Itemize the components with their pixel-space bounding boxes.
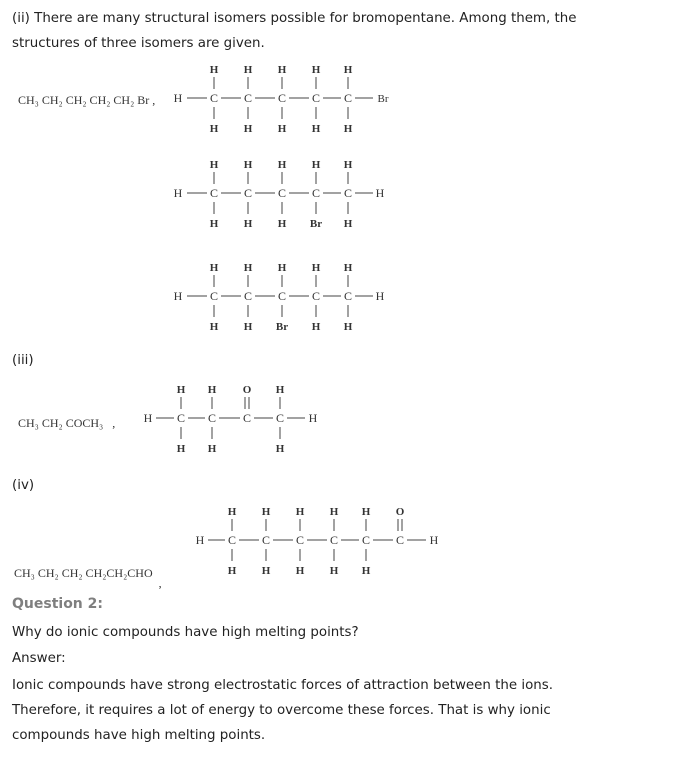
atom-h: H (311, 123, 321, 135)
atom-h: H (227, 506, 237, 518)
atom-c: C (329, 533, 339, 547)
atom-h: H (243, 64, 253, 76)
atom-c: C (209, 91, 219, 105)
atom-h: H (243, 262, 253, 274)
atom-c: C (343, 289, 353, 303)
atom-h: H (311, 321, 321, 333)
atom-br: Br (309, 218, 323, 230)
atom-h: H (361, 506, 371, 518)
atom-h: H (361, 565, 371, 577)
atom-h: H (227, 565, 237, 577)
atom-c: C (277, 91, 287, 105)
atom-h: H (275, 443, 285, 455)
atom-h: H (295, 506, 305, 518)
atom-c: C (395, 533, 405, 547)
atom-h: H (243, 123, 253, 135)
atom-h: H (209, 64, 219, 76)
atom-h: H (329, 506, 339, 518)
atom-h: H (176, 443, 186, 455)
answer-line-3: compounds have high melting points. (12, 728, 266, 743)
atom-h: H (375, 186, 385, 200)
atom-h: H (207, 384, 217, 396)
atom-c: C (176, 411, 186, 425)
question-heading: Question 2: (12, 596, 103, 612)
atom-h: H (277, 159, 287, 171)
atom-h: H (209, 123, 219, 135)
atom-h: H (311, 262, 321, 274)
atom-h: H (173, 289, 183, 303)
atom-h: H (173, 91, 183, 105)
separator: , (112, 416, 116, 430)
atom-h: H (275, 384, 285, 396)
atom-h: H (261, 565, 271, 577)
question-text: Why do ionic compounds have high melting points? (12, 625, 359, 640)
atom-c: C (343, 91, 353, 105)
atom-h: H (429, 533, 439, 547)
atom-h: H (209, 321, 219, 333)
atom-o: O (242, 384, 252, 396)
atom-h: H (343, 262, 353, 274)
formula-text: CH₃ CH₂ COCH₃ (18, 416, 104, 430)
atom-h: H (195, 533, 205, 547)
atom-h: H (375, 289, 385, 303)
atom-c: C (209, 186, 219, 200)
atom-c: C (242, 411, 252, 425)
atom-h: H (243, 159, 253, 171)
atom-c: C (311, 186, 321, 200)
atom-c: C (277, 289, 287, 303)
atom-h: H (329, 565, 339, 577)
atom-h: H (311, 159, 321, 171)
atom-h: H (261, 506, 271, 518)
atom-h: H (343, 123, 353, 135)
formula-1-bromopentane (18, 93, 155, 108)
intro-line-2: structures of three isomers are given. (12, 36, 265, 51)
atom-h: H (311, 64, 321, 76)
atom-h: H (209, 262, 219, 274)
atom-h: H (277, 123, 287, 135)
atom-h: H (176, 384, 186, 396)
atom-h: H (277, 218, 287, 230)
atom-h: H (308, 411, 318, 425)
intro-line-1: (ii) There are many structural isomers possible for bromopentane. Among them, the (12, 11, 577, 26)
separator: , (152, 93, 156, 107)
atom-c: C (243, 186, 253, 200)
formula-butanone (18, 416, 115, 431)
atom-h: H (173, 186, 183, 200)
atom-c: C (243, 91, 253, 105)
atom-br: Br (275, 321, 289, 333)
atom-c: C (261, 533, 271, 547)
atom-h: H (343, 159, 353, 171)
atom-c: C (343, 186, 353, 200)
answer-label: Answer: (12, 651, 66, 666)
atom-h: H (243, 218, 253, 230)
answer-line-1: Ionic compounds have strong electrostatic forces of attraction between the ions. (12, 678, 554, 693)
atom-c: C (243, 289, 253, 303)
atom-h: H (243, 321, 253, 333)
answer-line-2: Therefore, it requires a lot of energy to overcome these forces. That is why ionic (12, 703, 551, 718)
structure-3-bromopentane (170, 258, 400, 338)
atom-h: H (295, 565, 305, 577)
formula-text: CH₃ CH₂ CH₂ CH₂CH₂CHO (14, 566, 153, 580)
structure-2-bromopentane (170, 155, 400, 235)
atom-h: H (207, 443, 217, 455)
atom-c: C (295, 533, 305, 547)
atom-h: H (343, 321, 353, 333)
atom-c: C (277, 186, 287, 200)
atom-h: H (277, 262, 287, 274)
structure-butanone (140, 380, 340, 460)
atom-h: H (277, 64, 287, 76)
atom-c: C (311, 91, 321, 105)
atom-h: H (343, 218, 353, 230)
atom-h: H (143, 411, 153, 425)
structure-1-bromopentane (170, 60, 400, 140)
separator: , (158, 576, 162, 590)
part-iv-label: (iv) (12, 478, 35, 493)
atom-c: C (361, 533, 371, 547)
atom-c: C (209, 289, 219, 303)
atom-c: C (311, 289, 321, 303)
atom-c: C (207, 411, 217, 425)
formula-text: CH₃ CH₂ CH₂ CH₂ CH₂ Br (18, 93, 150, 107)
part-iii-label: (iii) (12, 353, 34, 368)
atom-br: Br (377, 93, 389, 105)
atom-h: H (343, 64, 353, 76)
atom-h: H (209, 159, 219, 171)
atom-c: C (275, 411, 285, 425)
formula-hexanal (14, 566, 162, 590)
atom-h: H (209, 218, 219, 230)
structure-hexanal (192, 502, 452, 582)
atom-o: O (395, 506, 405, 518)
atom-c: C (227, 533, 237, 547)
